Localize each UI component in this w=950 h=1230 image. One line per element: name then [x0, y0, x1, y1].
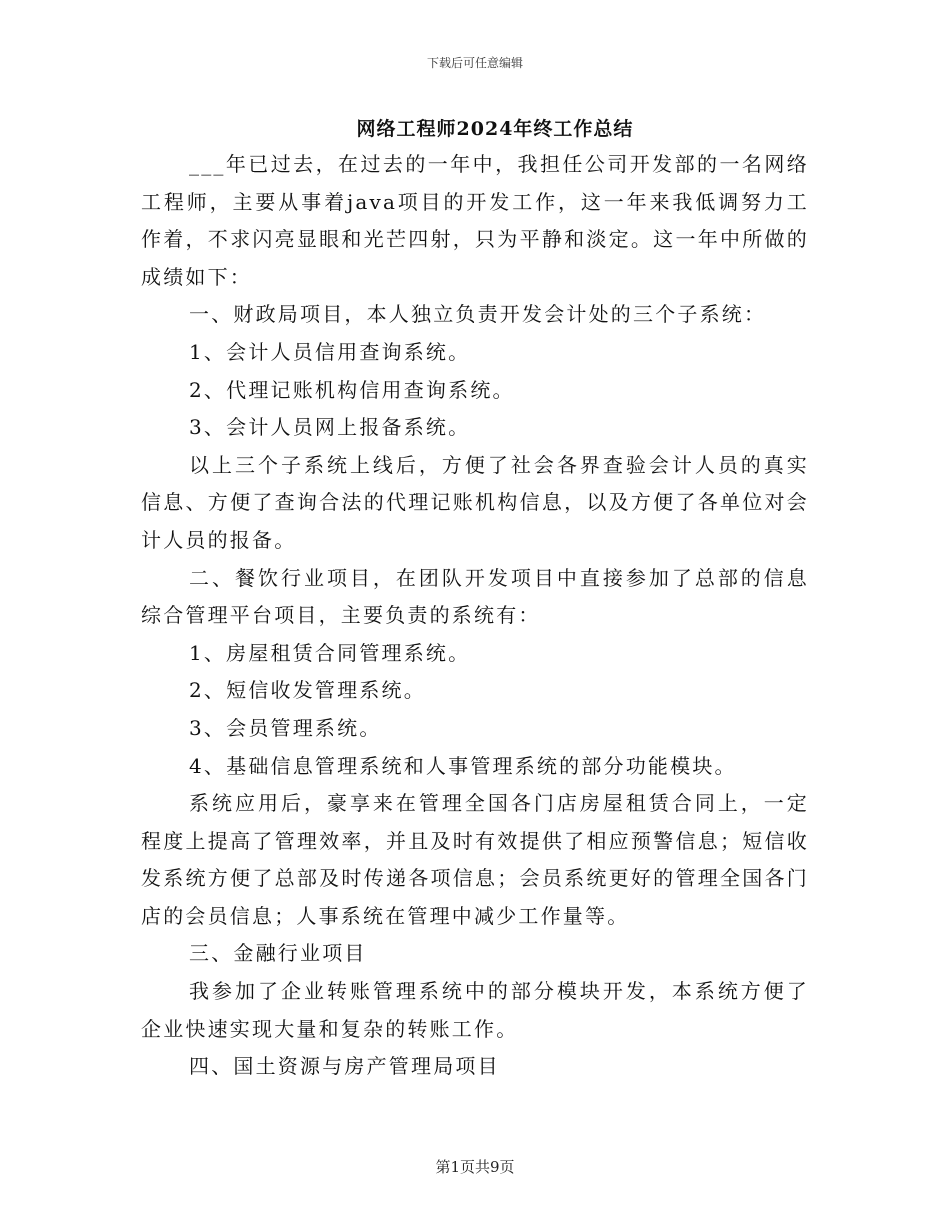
paragraph-intro: ___年已过去，在过去的一年中，我担任公司开发部的一名网络工程师，主要从事着java项目的开发工作，这一年来我低调努力工作着，不求闪亮显眼和光芒四射，只为平静和淡定。这一年中所做的成绩如下： — [141, 152, 809, 289]
paragraph-section-3-body: 我参加了企业转账管理系统中的部分模块开发，本系统方便了企业快速实现大量和复杂的转账工作。 — [141, 979, 809, 1041]
list-item: 1、会计人员信用查询系统。 — [189, 339, 471, 364]
header-note: 下载后可任意编辑 — [426, 56, 523, 70]
document-title: 网络工程师2024年终工作总结 — [356, 118, 634, 140]
document-body — [141, 146, 809, 1086]
list-item: 4、基础信息管理系统和人事管理系统的部分功能模块。 — [189, 753, 737, 778]
paragraph-section-2-heading: 二、餐饮行业项目，在团队开发项目中直接参加了总部的信息综合管理平台项目，主要负责的系统有： — [141, 565, 809, 628]
paragraph-section-1-heading: 一、财政局项目，本人独立负责开发会计处的三个子系统： — [189, 302, 767, 327]
list-item: 3、会员管理系统。 — [189, 715, 382, 740]
paragraph-section-2-summary: 系统应用后，豪享来在管理全国各门店房屋租赁合同上，一定程度上提高了管理效率，并且及时有效提供了相应预警信息；短信收发系统方便了总部及时传递各项信息；会员系统更好的管理全国各门店的会员信息；人事系统在管理中减少工作量等。 — [141, 791, 809, 928]
paragraph-section-4-heading: 四、国土资源与房产管理局项目 — [189, 1054, 500, 1079]
list-item: 2、短信收发管理系统。 — [189, 678, 426, 703]
list-item: 3、会计人员网上报备系统。 — [189, 415, 471, 440]
list-item: 2、代理记账机构信用查询系统。 — [189, 377, 515, 402]
page-number: 第1页共9页 — [435, 1158, 515, 1176]
paragraph-section-3-heading: 三、金融行业项目 — [189, 941, 367, 966]
paragraph-section-1-summary: 以上三个子系统上线后，方便了社会各界查验会计人员的真实信息、方便了查询合法的代理记账机构信息，以及方便了各单位对会计人员的报备。 — [141, 452, 809, 552]
list-item: 1、房屋租赁合同管理系统。 — [189, 640, 471, 665]
